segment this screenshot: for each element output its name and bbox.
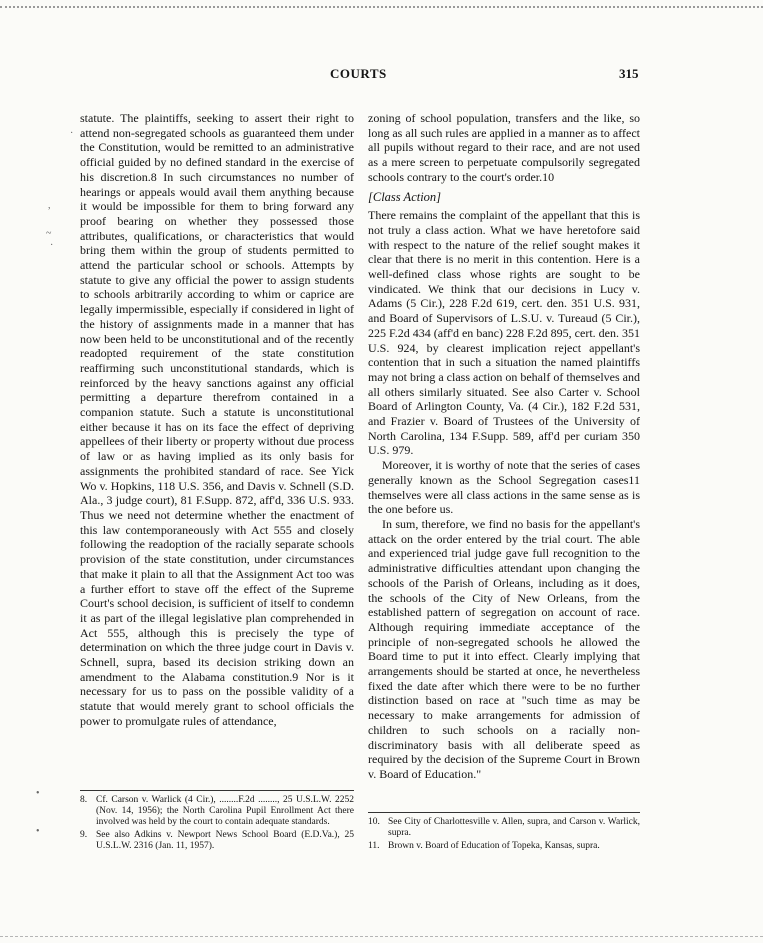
footnotes-right [368,812,640,854]
footnote-number: 10. [368,817,380,827]
right-column-paragraph-2: There remains the complaint of the appellant that this is not truly a class action. What we have heretofore said with respect to the nature of the relief sought makes it clear that there is no merit in this contention. Here is a well-defined class whose rights are sought to be vindicated. We think that our decisions in Lucy v. Adams (5 Cir.), 228 F.2d 619, cert. den. 351 U.S. 931, and Board of Supervisors of L.S.U. v. Tureaud (5 Cir.), 225 F.2d 434 (aff'd en banc) 228 F.2d 895, cert. den. 351 U.S. 924, by clearest implication reject appellant's contention that in such a situation the named plaintiffs may not bring a class action on behalf of themselves and all others similarly situated. See also Carter v. School Board of Arlington County, Va. (4 Cir.), 182 F.2d 531, and Frazier v. Board of Trustees of the University of North Carolina, 134 F.Supp. 589, aff'd per curiam 350 U.S. 979. [368,208,640,458]
footnote-9 [80,830,354,852]
margin-speck: , [48,200,51,211]
margin-speck: · [70,128,74,139]
footnote-number: 11. [368,841,380,851]
margin-speck: • [36,826,40,837]
scan-border-top [0,6,763,8]
right-column-paragraph-3: Moreover, it is worthy of note that the series of cases generally known as the School Segregation cases11 themselves were all class actions in the same sense as is the one before us. [368,458,640,517]
footnote-number: 8. [80,795,88,805]
margin-speck: · [50,240,54,251]
left-column [80,111,354,729]
footnote-number: 9. [80,830,88,840]
scan-border-bottom [0,936,763,937]
right-column-paragraph-1: zoning of school population, transfers and the like, so long as all such rules are applied in a manner as to affect all pupils without regard to their race, and are not used as a mere screen to perpetuate compulsorily segregated schools contrary to the court's order.10 [368,111,640,184]
footnote-10 [368,817,640,839]
margin-speck: • [36,788,40,799]
footnote-text: Brown v. Board of Education of Topeka, Kansas, supra. [388,841,600,851]
footnote-text: Cf. Carson v. Warlick (4 Cir.), ........F.2d ........, 25 U.S.L.W. 2252 (Nov. 14, 1956); the North Carolina Pupil Enrollment Act there involved was held by the court to contain adequate standards. [96,795,354,827]
section-heading-class-action: [Class Action] [368,189,442,204]
right-column-paragraph-4: In sum, therefore, we find no basis for the appellant's attack on the order entered by the trial court. The able and experienced trial judge gave full recognition to the administrative difficulties attendant upon changing the schools of the Parish of Orleans, including as it does, the schools of the City of New Orleans, from the established pattern of segregation on account of race. Although requiring immediate acceptance of the principle of non-segregated schools he allowed the Board time to put it into effect. Clearly implying that arrangements should be started at once, he nevertheless fixed the date after which there were to be no further distinction based on race at "such time as may be necessary to make arrangements for admission of children to such schools on a racially non-discriminatory basis with all deliberate speed as required by the decision of the Supreme Court in Brown v. Board of Education." [368,516,640,781]
footnote-text: See also Adkins v. Newport News School Board (E.D.Va.), 25 U.S.L.W. 2316 (Jan. 11, 1957). [96,830,354,851]
margin-speck: ~ [46,228,52,239]
page-number: 315 [619,66,639,81]
footnote-text: See City of Charlottesville v. Allen, supra, and Carson v. Warlick, supra. [388,817,640,838]
footnote-8 [80,795,354,828]
left-column-paragraph: statute. The plaintiffs, seeking to assert their right to attend non-segregated schools as guaranteed them under the Constitution, would be remitted to an administrative official guided by no defined standard in the exercise of his discretion.8 In such circumstances no number of hearings or appeals would avail them anything because it would be impossible for them to bring forward any proof bearing on whether they possessed those attributes, qualifications, or characteristics that would bring them within the group of students permitted to attend the particular school or schools. Attempts by statute to give any official the power to assign students to schools arbitrarily according to whim or caprice are legally impermissible, especially if considered in light of the history of assignments made in a manner that has now been held to be unconstitutional and of the recently readopted requirement of the state constitution reaffirming such unconstitutional standards, which is reinforced by the heavy sanctions against any official permitting a departure therefrom contained in a companion statute. Such a statute is unconstitutional either because it has on its face the effect of depriving appellees of their liberty or property without due process of law or as having implied as its only basis for assignments the prohibited standard of race. See Yick Wo v. Hopkins, 118 U.S. 356, and Davis v. Schnell (S.D. Ala., 3 judge court), 81 F.Supp. 872, aff'd, 336 U.S. 933. Thus we need not determine whether the enactment of this law contemporaneously with Act 555 and closely following the readoption of the racially separate schools provision of the state constitution, under circumstances that make it plain to all that the Assignment Act too was a further effort to stave off the effect of the Supreme Court's school decision, is sufficient of itself to condemn it as part of the illegal legislative plan comprehended in Act 555, although this is precisely the type of determination on which the three judge court in Davis v. Schnell, supra, based its decision striking down an amendment to the Alabama constitution.9 Nor is it necessary for us to pass on the possible validity of a statute that would merely grant to school officials the power to promulgate rules of attendance, [80,111,354,728]
footnote-11 [368,841,640,852]
right-column [368,111,640,782]
footnotes-left [80,790,354,854]
running-header-title: COURTS [330,66,387,81]
